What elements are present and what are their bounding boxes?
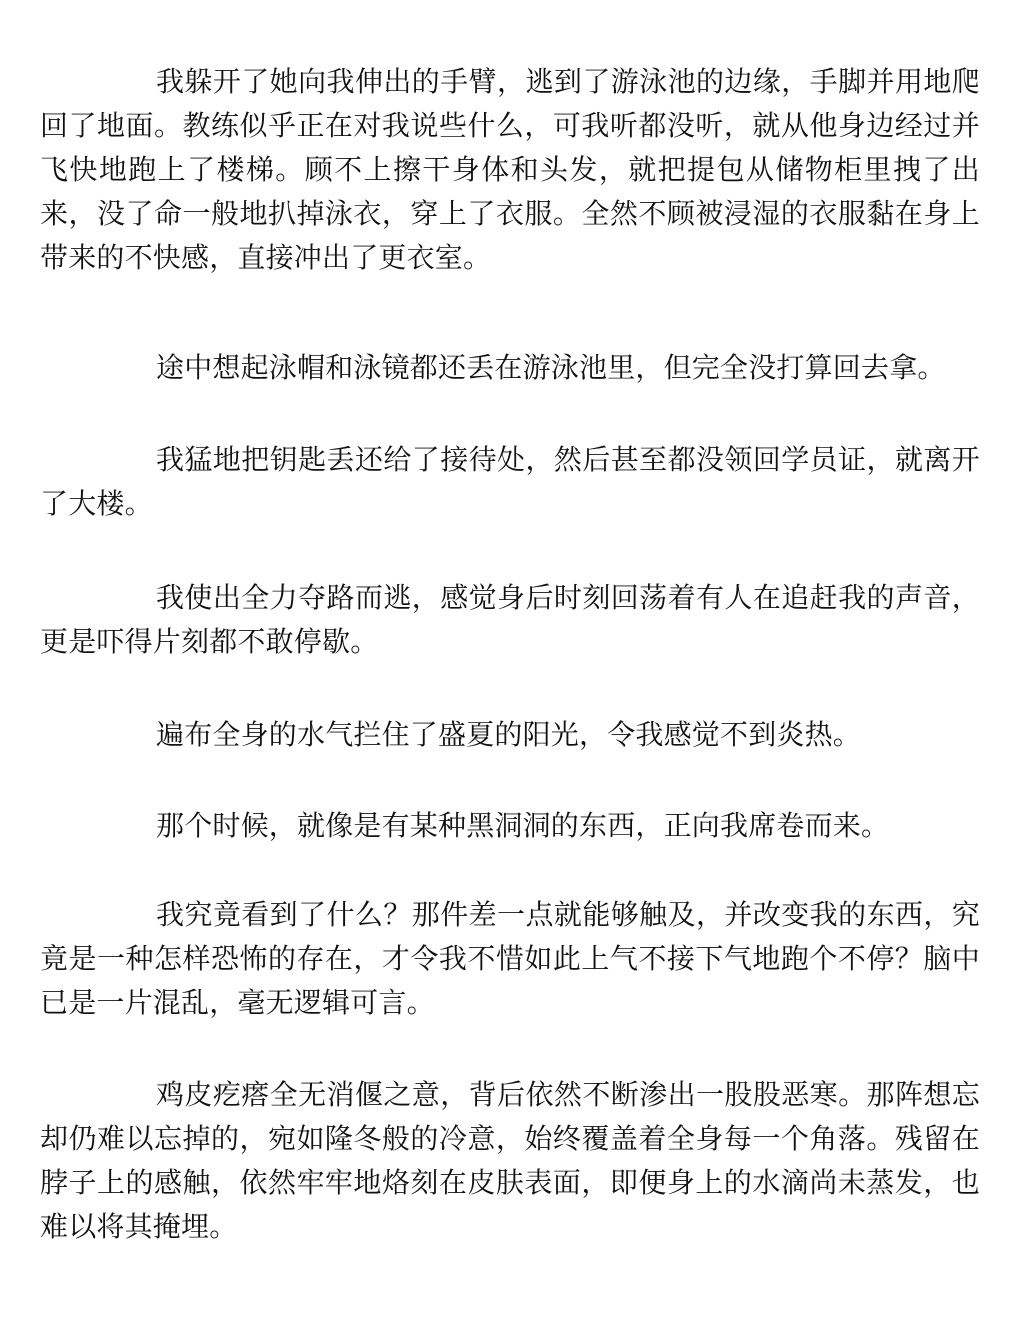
paragraph-7: 我究竟看到了什么？那件差一点就能够触及，并改变我的东西，究竟是一种怎样恐怖的存在，才令我不惜如此上气不接下气地跑个不停？脑中已是一片混乱，毫无逻辑可言。: [40, 898, 980, 1019]
paragraph-5: 遍布全身的水气拦住了盛夏的阳光，令我感觉不到炎热。: [156, 718, 862, 751]
paragraph-2: 途中想起泳帽和泳镜都还丢在游泳池里，但完全没打算回去拿。: [156, 351, 946, 384]
paragraph-8: 鸡皮疙瘩全无消偃之意，背后依然不断渗出一股股恶寒。那阵想忘却仍难以忘掉的，宛如隆冬般的冷意，始终覆盖着全身每一个角落。残留在脖子上的感触，依然牢牢地烙刻在皮肤表面，即便身上的水滴尚未蒸发，也难以将其掩埋。: [40, 1078, 980, 1243]
paragraph-6: 那个时候，就像是有某种黑洞洞的东西，正向我席卷而来。: [156, 809, 890, 842]
paragraph-1: 我躲开了她向我伸出的手臂，逃到了游泳池的边缘，手脚并用地爬回了地面。教练似乎正在对我说些什么，可我听都没听，就从他身边经过并飞快地跑上了楼梯。顾不上擦干身体和头发，就把提包从储物柜里拽了出来，没了命一般地扒掉泳衣，穿上了衣服。全然不顾被浸湿的衣服黏在身上带来的不快感，直接冲出了更衣室。: [40, 65, 980, 274]
paragraph-3: 我猛地把钥匙丢还给了接待处，然后甚至都没领回学员证，就离开了大楼。: [40, 443, 980, 520]
document-page: [40, 0, 980, 1320]
paragraph-4: 我使出全力夺路而逃，感觉身后时刻回荡着有人在追赶我的声音，更是吓得片刻都不敢停歇。: [40, 581, 980, 658]
